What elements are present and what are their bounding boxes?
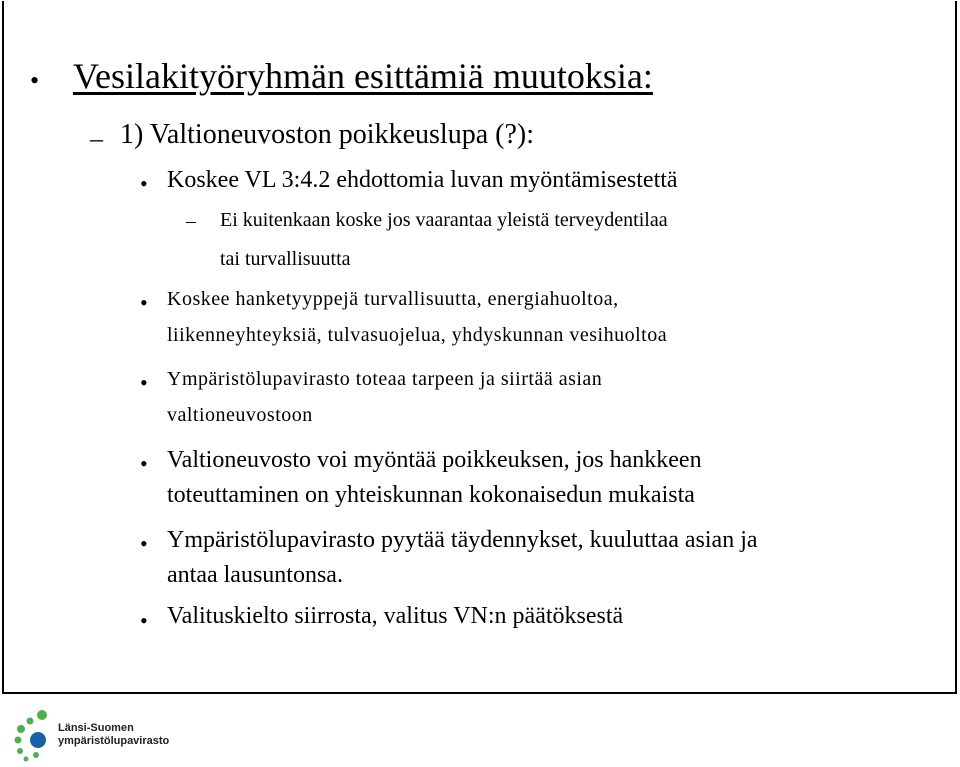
logo-dot bbox=[30, 732, 46, 748]
bullet-dot: • bbox=[140, 290, 148, 315]
list-item: liikenneyhteyksiä, tulvasuojelua, yhdyskunnan vesihuoltoa bbox=[167, 324, 668, 346]
title-bullet: • bbox=[30, 66, 40, 95]
bullet-dot: • bbox=[140, 608, 148, 633]
logo-dot bbox=[17, 748, 23, 754]
logo-dot bbox=[27, 718, 34, 725]
bullet-dot: • bbox=[140, 370, 148, 395]
bullet-dot: • bbox=[140, 171, 148, 196]
list-item: Ympäristölupavirasto pyytää täydennykset, kuuluttaa asian ja bbox=[167, 527, 758, 553]
subtitle: 1) Valtioneuvoston poikkeuslupa (?): bbox=[120, 119, 534, 150]
bullet-dot: • bbox=[140, 531, 148, 556]
logo-dot bbox=[17, 725, 25, 733]
logo-dot bbox=[24, 757, 29, 762]
logo-dot bbox=[33, 752, 39, 758]
sub-dash: – bbox=[186, 210, 196, 232]
list-item: valtioneuvostoon bbox=[167, 404, 313, 426]
list-item: Valituskielto siirrosta, valitus VN:n päätöksestä bbox=[167, 603, 624, 629]
list-item: Ympäristölupavirasto toteaa tarpeen ja siirtää asian bbox=[167, 368, 603, 390]
bullet-dot: • bbox=[140, 451, 148, 476]
list-item: Valtioneuvosto voi myöntää poikkeuksen, jos hankkeen bbox=[167, 447, 702, 473]
list-item: tai turvallisuutta bbox=[220, 248, 351, 270]
logo-dot bbox=[15, 737, 22, 744]
list-item: antaa lausuntonsa. bbox=[167, 562, 343, 588]
logo-dot bbox=[37, 710, 47, 720]
slide-title: Vesilakityöryhmän esittämiä muutoksia: bbox=[73, 56, 653, 96]
list-item: Ei kuitenkaan koske jos vaarantaa yleistä terveydentilaa bbox=[220, 209, 668, 231]
list-item: Koskee VL 3:4.2 ehdottomia luvan myöntämisestettä bbox=[167, 167, 678, 193]
subtitle-dash: – bbox=[90, 124, 103, 153]
list-item: Koskee hanketyyppejä turvallisuutta, energiahuoltoa, bbox=[167, 288, 619, 310]
agency-name-line1: Länsi-Suomen bbox=[58, 722, 134, 734]
agency-name-line2: ympäristölupavirasto bbox=[58, 735, 170, 747]
list-item: toteuttaminen on yhteiskunnan kokonaisedun mukaista bbox=[167, 482, 695, 508]
agency-name bbox=[58, 722, 169, 748]
